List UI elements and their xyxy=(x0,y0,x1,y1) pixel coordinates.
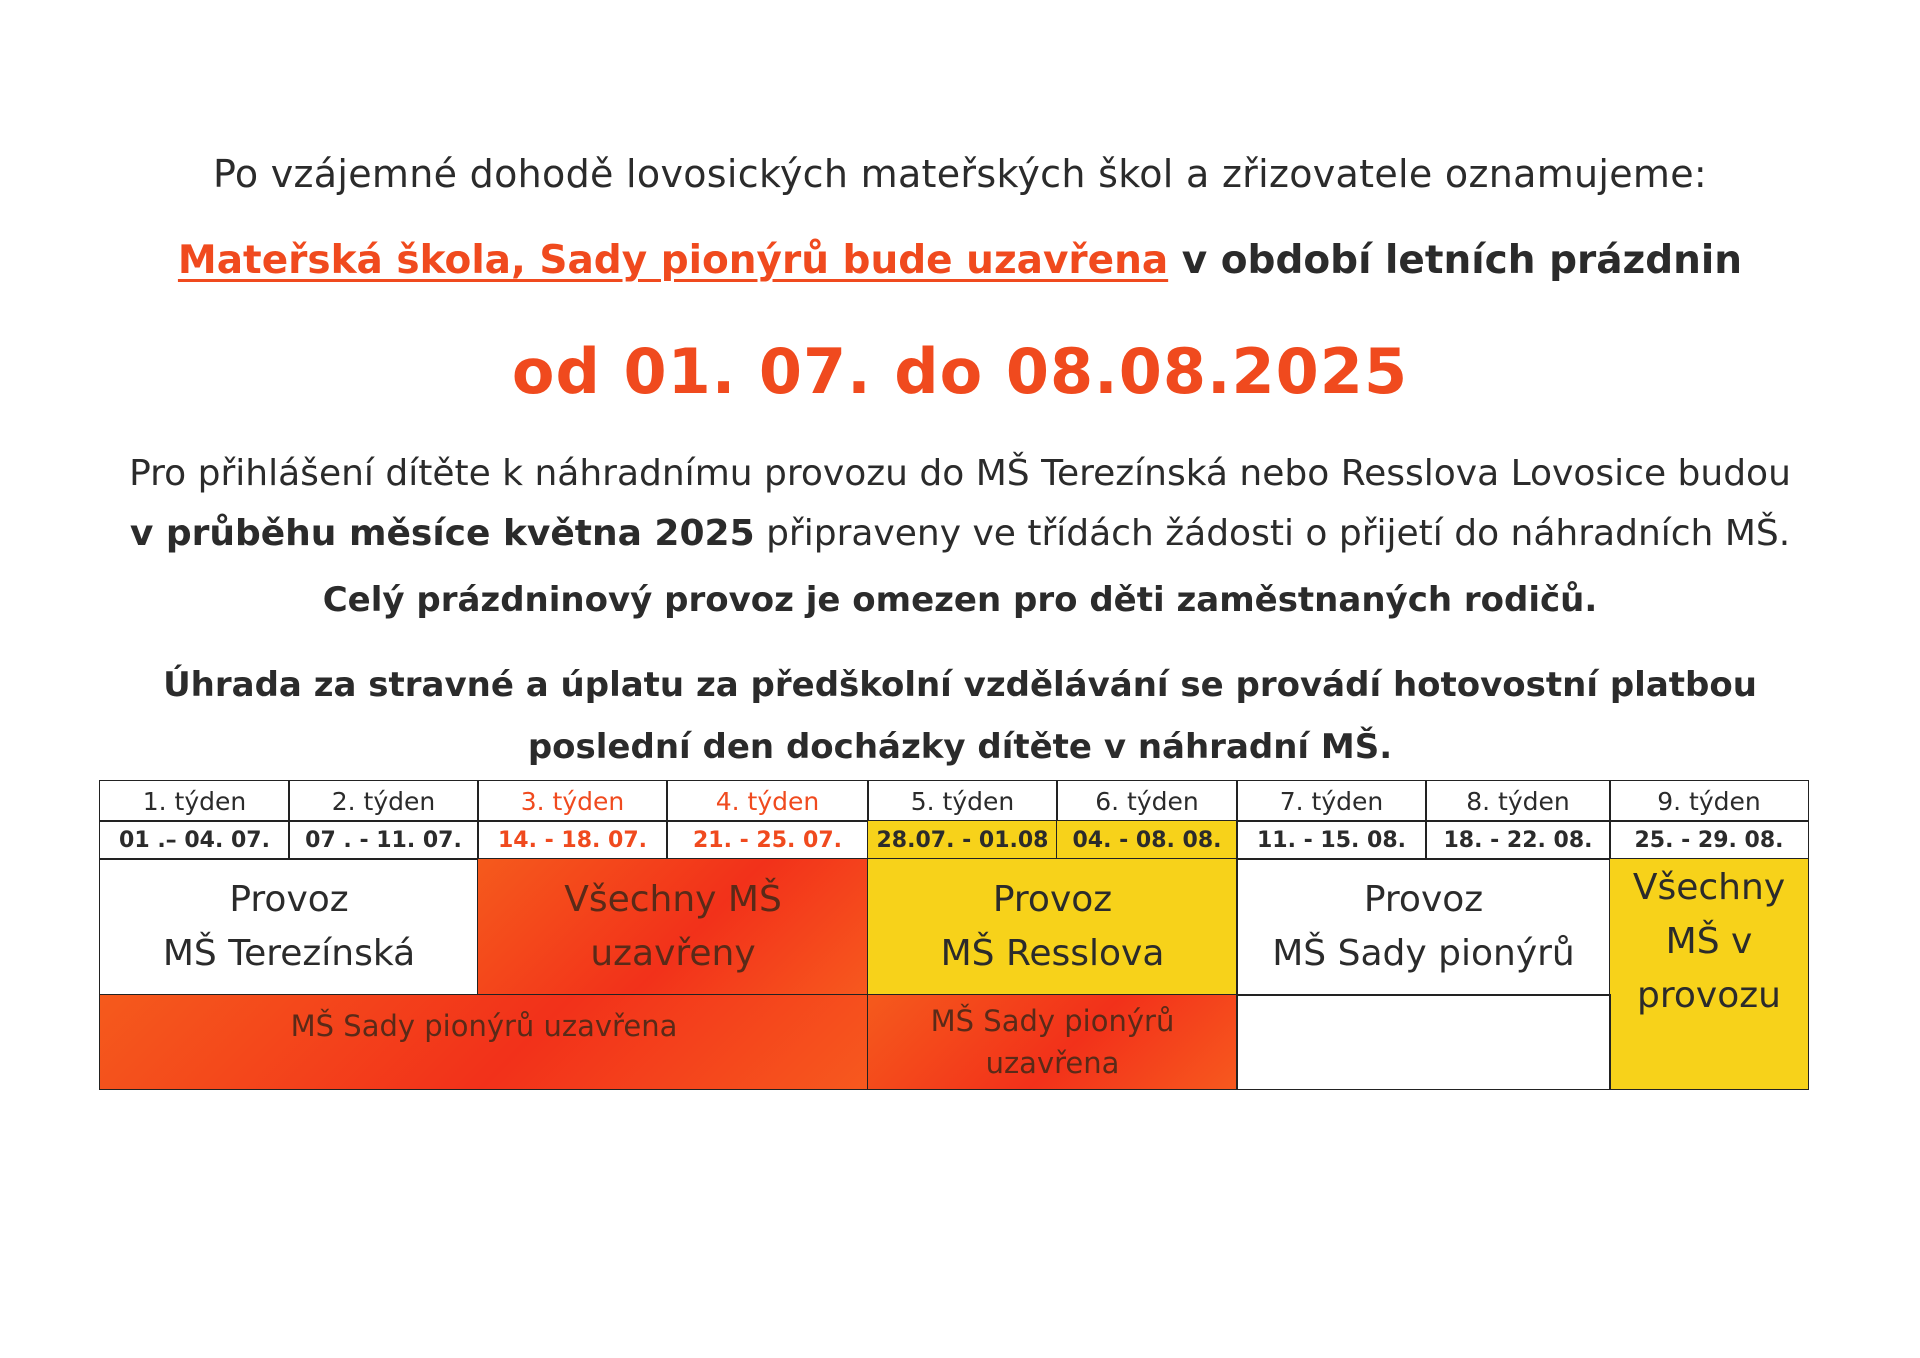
block-terezinska-line2: MŠ Terezínská xyxy=(162,933,416,974)
paragraph-registration-line2-rest: připraveny ve třídách žádosti o přijetí do náhradních MŠ. xyxy=(754,513,1791,554)
block-sady-closed-2-line2: uzavřena xyxy=(985,1046,1120,1080)
paragraph-registration-line2 xyxy=(0,504,1920,564)
week-label: 1. týden xyxy=(99,780,290,822)
paragraph-registration xyxy=(0,444,1920,564)
block-resslova xyxy=(867,858,1238,996)
week-label: 7. týden xyxy=(1236,780,1427,822)
headline xyxy=(0,238,1920,283)
week-label: 8. týden xyxy=(1425,780,1611,822)
week-label: 6. týden xyxy=(1056,780,1238,822)
week-range: 11. - 15. 08. xyxy=(1236,820,1427,860)
week-range: 25. - 29. 08. xyxy=(1609,820,1809,860)
closure-dates: od 01. 07. do 08.08.2025 xyxy=(511,335,1409,408)
block-resslova-line1: Provoz xyxy=(992,879,1113,920)
intro-text: Po vzájemné dohodě lovosických mateřských škol a zřizovatele oznamujeme: xyxy=(212,152,1708,196)
block-sady xyxy=(1236,858,1611,996)
block-sady-closed-1: MŠ Sady pionýrů uzavřena xyxy=(99,994,869,1090)
block-sady-closed-2 xyxy=(867,994,1238,1090)
paragraph-registration-line1: Pro přihlášení dítěte k náhradnímu provozu do MŠ Terezínská nebo Resslova Lovosice budou xyxy=(129,453,1791,494)
week-range: 04. - 08. 08. xyxy=(1056,820,1238,860)
week-label: 2. týden xyxy=(288,780,479,822)
week-range: 14. - 18. 07. xyxy=(477,820,668,860)
week-label: 4. týden xyxy=(666,780,869,822)
week-range: 28.07. - 01.08 xyxy=(867,820,1058,860)
block-sady-line1: Provoz xyxy=(1363,879,1484,920)
paragraph-restriction: Celý prázdninový provoz je omezen pro děti zaměstnaných rodičů. xyxy=(322,580,1598,620)
block-sady-line2: MŠ Sady pionýrů xyxy=(1272,933,1575,974)
week-range: 07 . - 11. 07. xyxy=(288,820,479,860)
empty-cell xyxy=(1236,994,1611,1090)
paragraph-payment-line2: poslední den docházky dítěte v náhradní MŠ. xyxy=(527,727,1393,767)
schedule-table xyxy=(99,780,1809,1092)
block-all-open-line1: Všechny xyxy=(1632,867,1786,908)
block-all-closed xyxy=(477,858,869,996)
block-all-closed-line2: uzavřeny xyxy=(590,933,756,974)
block-sady-closed-2-line1: MŠ Sady pionýrů xyxy=(930,1004,1175,1038)
paragraph-payment-line1: Úhrada za stravné a úplatu za předškolní vzdělávání se provádí hotovostní platbou xyxy=(163,665,1757,705)
registration-period: v průběhu měsíce května 2025 xyxy=(129,513,755,554)
headline-rest: v období letních prázdnin xyxy=(1168,238,1743,283)
week-range: 01 .– 04. 07. xyxy=(99,820,290,860)
block-all-open xyxy=(1609,858,1809,1090)
paragraph-payment xyxy=(0,654,1920,778)
block-terezinska xyxy=(99,858,479,996)
block-all-open-line3: provozu xyxy=(1637,975,1781,1016)
block-all-open-line2: MŠ v xyxy=(1665,921,1753,962)
headline-highlight: Mateřská škola, Sady pionýrů bude uzavřena xyxy=(177,238,1169,283)
block-terezinska-line1: Provoz xyxy=(229,879,349,920)
week-range: 21. - 25. 07. xyxy=(666,820,869,860)
block-resslova-line2: MŠ Resslova xyxy=(940,933,1165,974)
week-label: 3. týden xyxy=(477,780,668,822)
week-range: 18. - 22. 08. xyxy=(1425,820,1611,860)
week-label: 9. týden xyxy=(1609,780,1809,822)
week-label: 5. týden xyxy=(867,780,1058,822)
block-all-closed-line1: Všechny MŠ xyxy=(564,879,782,920)
